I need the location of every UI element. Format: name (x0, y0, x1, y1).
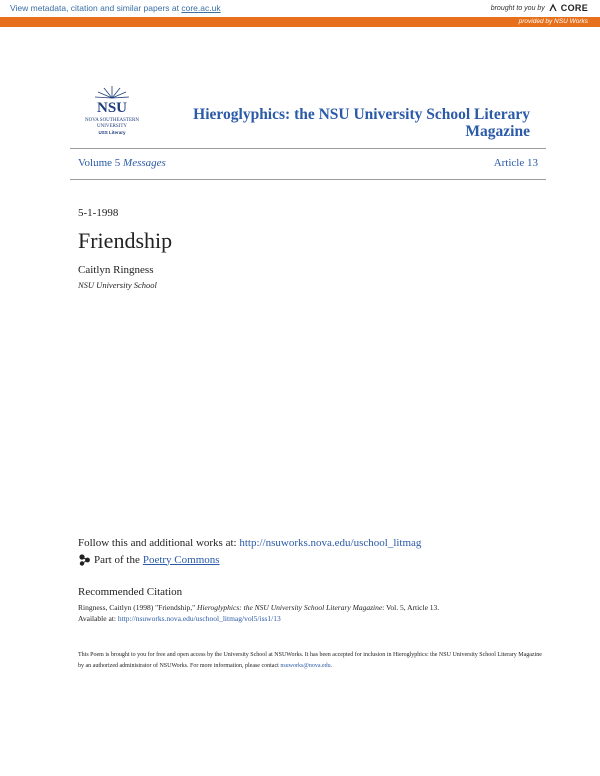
logo-text: NSU (96, 100, 128, 116)
part-of-line: Part of the Poetry Commons (78, 553, 220, 566)
recommended-citation-heading: Recommended Citation (78, 586, 183, 598)
core-brought-by (491, 3, 588, 13)
core-link[interactable]: core.ac.uk (181, 3, 221, 13)
magazine-title[interactable]: Hieroglyphics: the NSU University School Literary Magazine (193, 106, 530, 140)
follow-url-link[interactable]: http://nsuworks.nova.edu/uschool_litmag (239, 537, 422, 549)
core-metadata-link-text: View metadata, citation and similar papers at core.ac.uk (10, 3, 221, 13)
logo-subtext-1: NOVA SOUTHEASTERN (85, 118, 139, 123)
logo-subtext-3: USS Literary (98, 130, 126, 135)
top-divider (70, 148, 546, 149)
citation-available-line: Available at: http://nsuworks.nova.edu/uschool_litmag/vol5/iss1/13 (78, 614, 281, 623)
core-word[interactable]: CORE (560, 3, 588, 13)
author-institution: NSU University School (78, 280, 157, 290)
network-icon (78, 553, 91, 566)
author-name: Caitlyn Ringness (78, 264, 154, 276)
provided-by-text: provided by NSU Works (518, 18, 588, 25)
nsu-logo (76, 84, 148, 142)
core-logo-icon (548, 3, 558, 13)
citation-line: Ringness, Caitlyn (1998) "Friendship," Hieroglyphics: the NSU University School Literary Magazine: Vol. 5, Article 13. (78, 603, 440, 612)
core-banner (0, 0, 600, 17)
follow-line: Follow this and additional works at: http://nsuworks.nova.edu/uschool_litmag (78, 537, 422, 549)
publication-date: 5-1-1998 (78, 207, 119, 219)
core-provided-bar (0, 17, 600, 27)
article-number[interactable]: Article 13 (493, 157, 538, 169)
sunburst-icon (95, 86, 129, 98)
volume-link[interactable]: Volume 5 Messages (78, 157, 166, 169)
contact-email-link[interactable]: nsuworks@nova.edu (280, 663, 331, 669)
citation-url-link[interactable]: http://nsuworks.nova.edu/uschool_litmag/vol5/iss1/13 (117, 614, 281, 623)
page-title: Friendship (78, 228, 173, 253)
logo-subtext-2: UNIVERSITY (97, 124, 127, 129)
poetry-commons-link[interactable]: Poetry Commons (142, 553, 220, 566)
bottom-divider (70, 179, 546, 180)
access-notice: This Poem is brought to you for free and open access by the University School at NSUWorks. It has been accepted for inclusion in Hieroglyphics: the NSU University School Literary Magazine by an authorized administrator of NSUWorks. For more information, please contact nsuworks@nova.edu. (78, 652, 542, 669)
brought-by-text: brought to you by (490, 4, 545, 12)
